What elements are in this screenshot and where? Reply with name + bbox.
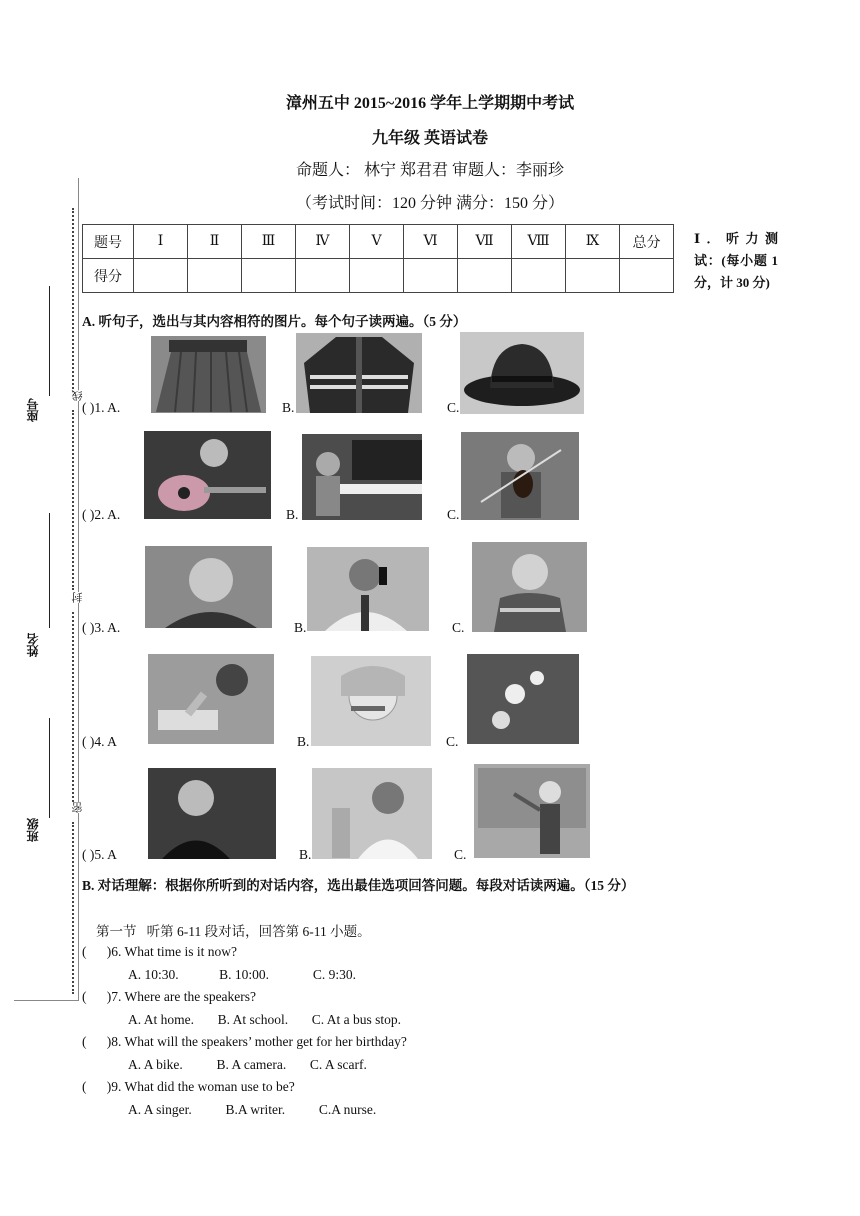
- question-number: ( )3. A.: [82, 620, 121, 635]
- jacket-icon[interactable]: [296, 333, 422, 413]
- option-label: C.: [454, 847, 467, 862]
- dotted-line: [72, 822, 74, 994]
- question-text: ( )8. What will the speakers’ mother get for her birthday?: [82, 1034, 407, 1049]
- table-cell: Ⅱ: [188, 225, 242, 259]
- exam-authors: 命题人： 林宁 郑君君 审题人：李丽珍: [295, 162, 564, 179]
- option-label: B.: [282, 400, 295, 415]
- question-text: ( )7. Where are the speakers?: [82, 989, 257, 1004]
- question-number: ( )2. A.: [82, 507, 121, 522]
- dotted-line: [72, 208, 74, 393]
- boy-icon[interactable]: [472, 542, 587, 632]
- table-cell: Ⅵ: [404, 225, 458, 259]
- option-label: B.: [299, 847, 312, 862]
- exam-info: （考试时间：120 分钟 满分：150 分）: [295, 195, 564, 212]
- question-text: ( )9. What did the woman use to be?: [82, 1079, 295, 1094]
- phone-man-icon[interactable]: [307, 547, 429, 631]
- teacher-icon[interactable]: [474, 764, 590, 858]
- exam-subtitle: 九年级 英语试卷: [371, 130, 488, 147]
- option-label: C.: [452, 620, 465, 635]
- old-man-icon[interactable]: [145, 546, 272, 628]
- line-mark: 线: [72, 390, 84, 401]
- question-options[interactable]: A. A bike. B. A camera. C. A scarf.: [128, 1057, 367, 1072]
- score-cell[interactable]: [296, 259, 350, 293]
- score-cell[interactable]: [350, 259, 404, 293]
- seal-mark: 封: [72, 592, 84, 603]
- violin-icon[interactable]: [461, 432, 579, 520]
- option-label: B.: [286, 507, 299, 522]
- score-cell[interactable]: [404, 259, 458, 293]
- score-cell[interactable]: [512, 259, 566, 293]
- table-cell: 得分: [83, 259, 134, 293]
- score-cell[interactable]: [242, 259, 296, 293]
- part1-note: Ⅰ．听力测试：(每小题 1 分，计 30 分): [694, 231, 778, 290]
- table-row: [83, 225, 674, 259]
- section-a-heading: A. 听句子，选出与其内容相符的图片。每个句子读两遍。（5 分）: [82, 314, 467, 329]
- exam-title: 漳州五中 2015~2016 学年上学期期中考试: [285, 95, 575, 112]
- question-number: ( )1. A.: [82, 400, 121, 415]
- table-cell: 总分: [620, 225, 674, 259]
- table-cell: Ⅰ: [134, 225, 188, 259]
- question-number: ( )4. A: [82, 734, 117, 749]
- question-text: ( )6. What time is it now?: [82, 944, 237, 959]
- brushing-teeth-icon[interactable]: [311, 656, 431, 746]
- class-label: 班级: [26, 818, 40, 842]
- question-options[interactable]: A. At home. B. At school. C. At a bus stop.: [128, 1012, 402, 1027]
- question-number: ( )5. A: [82, 847, 117, 862]
- table-cell: Ⅶ: [458, 225, 512, 259]
- juggling-icon[interactable]: [467, 654, 579, 744]
- dotted-line: [72, 410, 74, 590]
- seat-blank[interactable]: [49, 286, 50, 396]
- section-b-heading: B. 对话理解：根据你所听到的对话内容，选出最佳选项回答问题。每段对话读两遍。（15 分）: [82, 878, 635, 893]
- nurse-icon[interactable]: [312, 768, 432, 859]
- score-cell[interactable]: [188, 259, 242, 293]
- hat-icon[interactable]: [460, 332, 584, 414]
- name-label: 姓名: [26, 633, 40, 657]
- class-blank[interactable]: [49, 718, 50, 818]
- table-cell: Ⅳ: [296, 225, 350, 259]
- washing-hands-icon[interactable]: [148, 654, 274, 744]
- question-options[interactable]: A. 10:30. B. 10:00. C. 9:30.: [128, 967, 357, 982]
- dotted-line: [72, 612, 74, 802]
- score-table: [82, 224, 674, 293]
- score-cell[interactable]: [134, 259, 188, 293]
- police-woman-icon[interactable]: [148, 768, 276, 859]
- piano-icon[interactable]: [302, 434, 422, 520]
- option-label: C.: [446, 734, 459, 749]
- table-cell: Ⅲ: [242, 225, 296, 259]
- score-cell[interactable]: [566, 259, 620, 293]
- table-cell: 题号: [83, 225, 134, 259]
- option-label: C.: [447, 400, 460, 415]
- option-label: C.: [447, 507, 460, 522]
- section-b-sub: 第一节 听第 6-11 段对话，回答第 6-11 小题。: [96, 924, 371, 939]
- option-label: B.: [294, 620, 307, 635]
- question-options[interactable]: A. A singer. B.A writer. C.A nurse.: [128, 1102, 377, 1117]
- tight-mark: 密: [72, 802, 84, 813]
- option-label: B.: [297, 734, 310, 749]
- binding-margin: [14, 178, 84, 1001]
- score-cell[interactable]: [458, 259, 512, 293]
- table-cell: Ⅴ: [350, 225, 404, 259]
- table-row: [83, 259, 674, 293]
- skirt-icon[interactable]: [151, 336, 266, 413]
- table-cell: Ⅸ: [566, 225, 620, 259]
- name-blank[interactable]: [49, 513, 50, 628]
- seat-label: 座号: [26, 398, 40, 422]
- table-cell: Ⅷ: [512, 225, 566, 259]
- score-cell[interactable]: [620, 259, 674, 293]
- guitar-icon[interactable]: [144, 431, 271, 519]
